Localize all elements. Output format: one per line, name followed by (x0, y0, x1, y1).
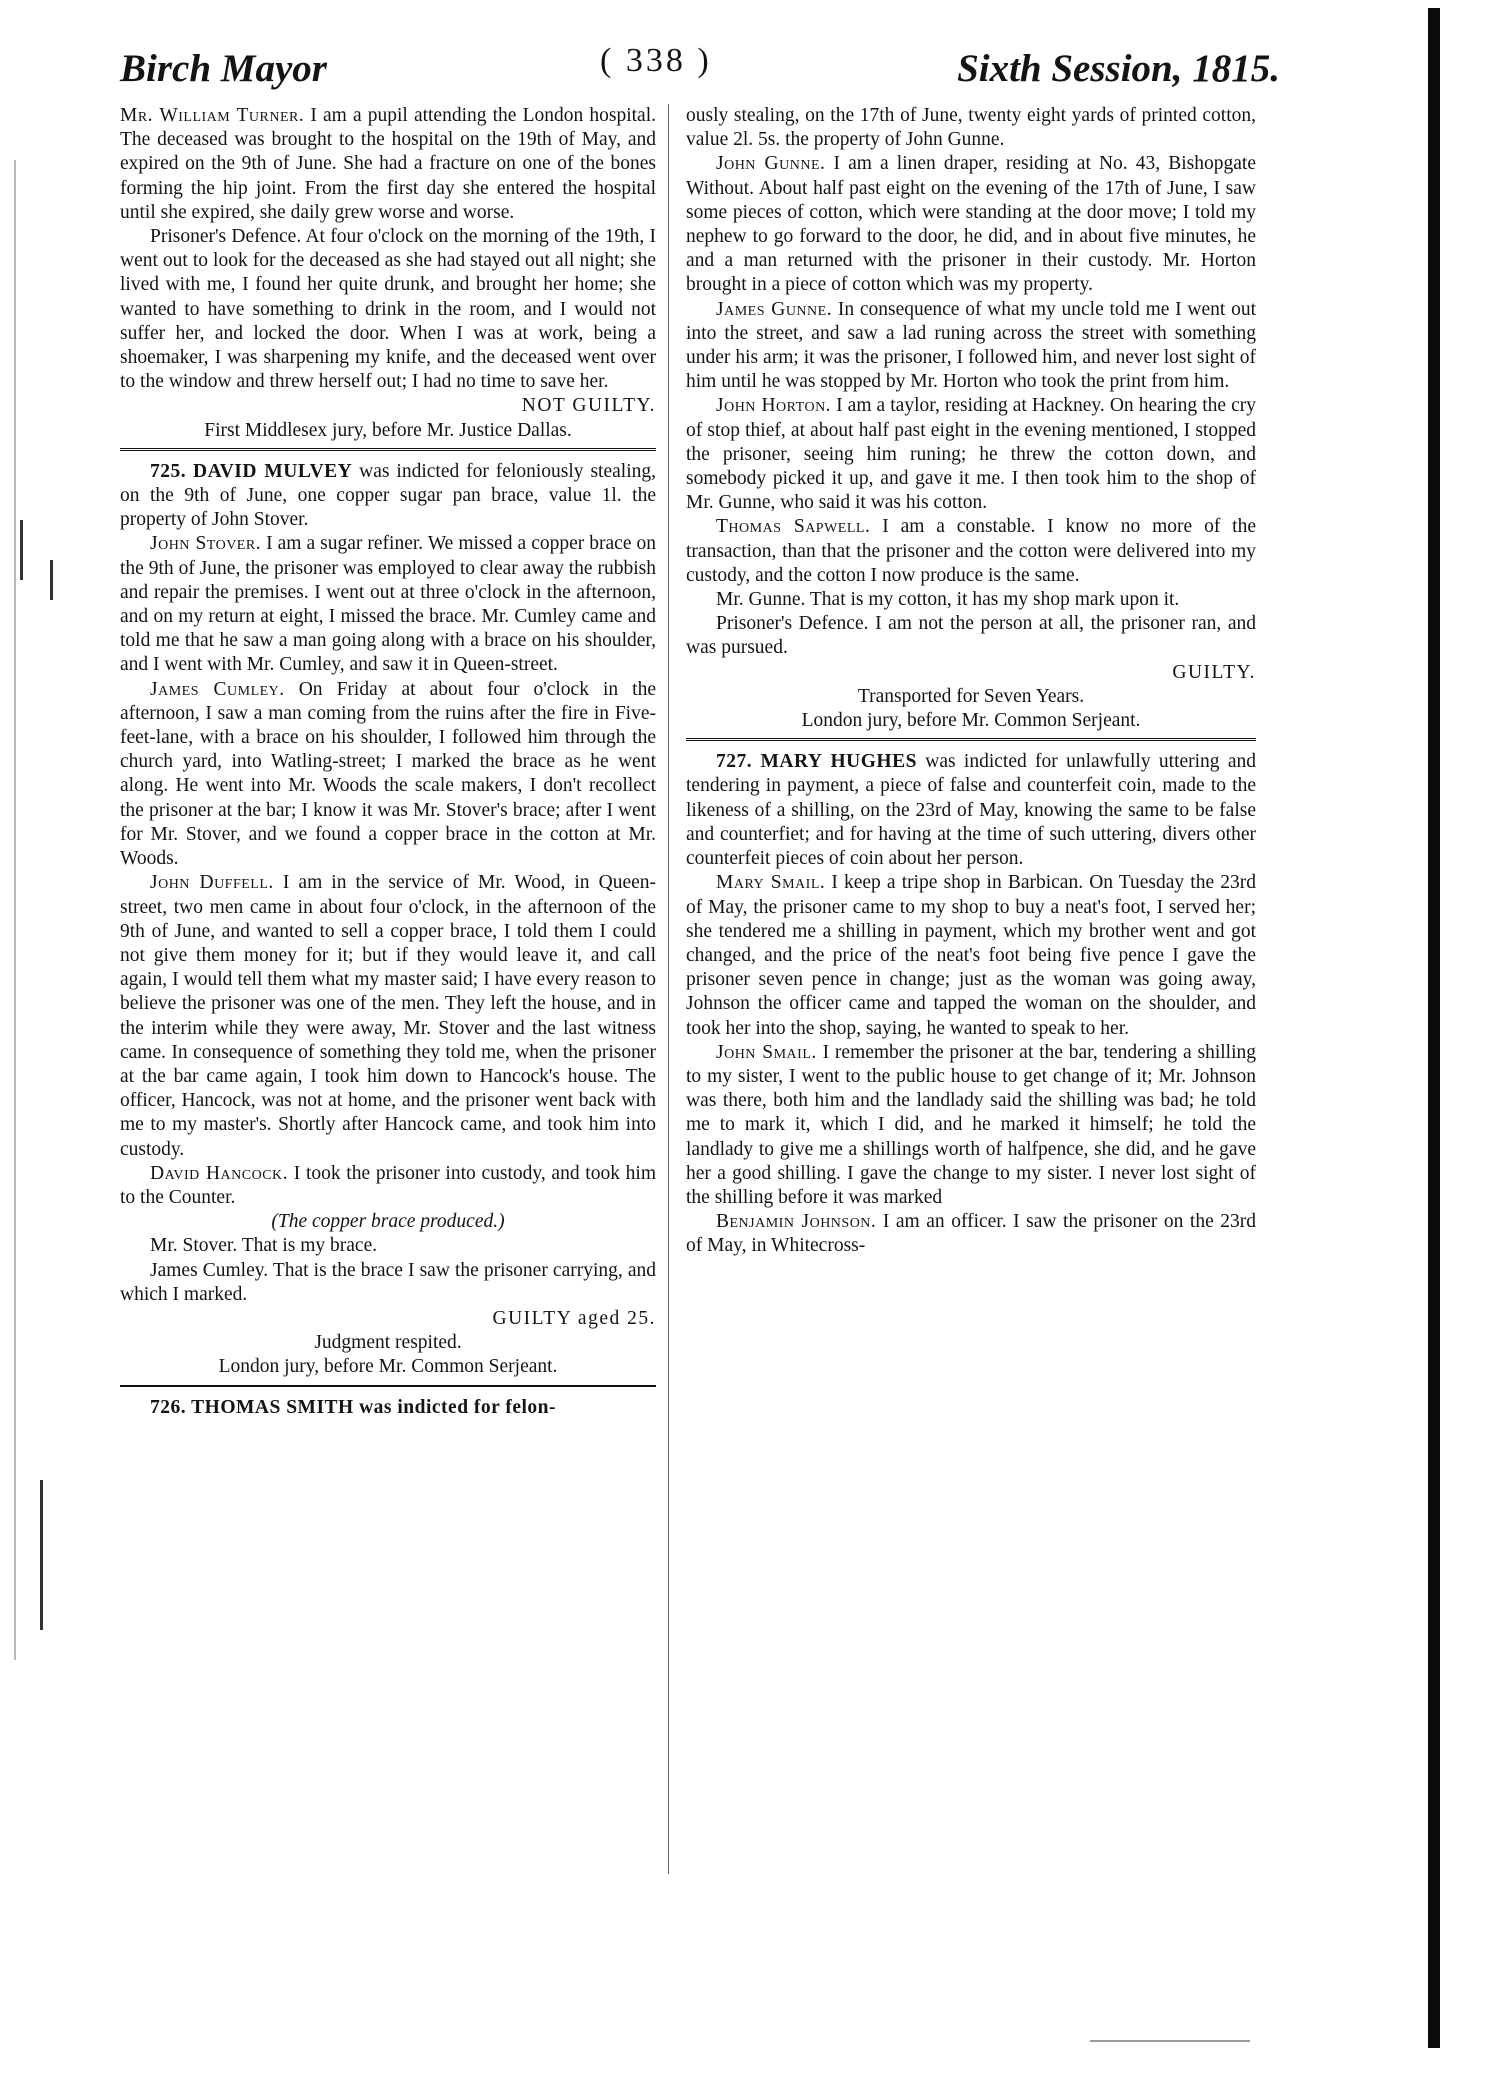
witness-name: John Gunne. (716, 153, 826, 175)
scan-edge-mark (40, 1480, 43, 1630)
scan-edge-mark (50, 560, 53, 600)
section-divider (686, 738, 1256, 741)
jury-line: London jury, before Mr. Common Serjeant. (218, 1356, 558, 1378)
header-session: Sixth Session, 1815. (957, 47, 1280, 90)
witness-name: John Horton. (716, 395, 832, 417)
defence-label: Prisoner's Defence. (150, 226, 302, 248)
paragraph-hancock-testimony (120, 1162, 656, 1210)
scan-edge-mark (20, 520, 23, 580)
case-726-indictment-continued: ously stealing, on the 17th of June, twenty eight yards of printed cotton, value 2l. 5s. the property of John Gunne. (686, 105, 1256, 151)
paragraph-gunne-testimony (686, 152, 1256, 297)
paragraph-prisoner-defence: Prisoner's Defence. I am not the person at all, the prisoner ran, and was pursued. (686, 613, 1256, 659)
scan-smudge (1090, 2040, 1250, 2042)
column-divider (668, 104, 669, 1874)
verdict: NOT GUILTY. (521, 395, 656, 417)
witness-name: Benjamin Johnson. (716, 1211, 877, 1233)
testimony-text: I am a constable. I know no more of the transaction, than that the prisoner and the cotton were delivered into my custody, and the cotton I now produce is the same. (686, 516, 1256, 586)
verdict: GUILTY aged 25. (492, 1307, 656, 1329)
witness-name: John Smail. (716, 1041, 817, 1063)
paragraph-horton-testimony (686, 394, 1256, 515)
case-725-indictment (120, 460, 656, 533)
indictment-text: was indicted for feloniously stealing, on the 9th of June, one copper sugar pan brace, value 1l. the property of John Stover. (120, 460, 656, 531)
section-divider (120, 448, 656, 451)
paragraph-sapwell-testimony (686, 515, 1256, 588)
testimony-text: I am a linen draper, residing at No. 43, Bishopgate Without. About half past eight on the evening of the 17th of June, I saw some pieces of cotton, which were standing at the door move; I told my nephew to go forward to the door, he did, and in about five minutes, he and a man returned with the prisoner in their custody. Mr. Horton brought in a piece of cotton which was my property. (686, 153, 1257, 296)
left-column (120, 104, 656, 1420)
section-divider (120, 1385, 656, 1387)
testimony-text: I took the prisoner into custody, and took him to the Counter. (120, 1162, 656, 1208)
testimony-text: I am in the service of Mr. Wood, in Queen-street, two men came in about four o'clock, in the afternoon of the 9th of June, and wanted to sell a copper brace, I told them I could not give them money for it; but if they would leave it, and call again, I would tell them what my master said; I have every reason to believe the prisoner was one of the men. They left the house, and in the interim while they were away, Mr. Stover and the last witness came. In consequence of something they told me, when the prisoner at the bar came again, I took him down to Hancock's house. The officer, Hancock, was not at home, and the prisoner went back with me to my master's. Shortly after Hancock came, and took him into custody. (120, 872, 657, 1160)
witness-name: Thomas Sapwell. (716, 516, 871, 538)
jury-line: London jury, before Mr. Common Serjeant. (801, 710, 1141, 732)
paragraph-mary-smail-testimony (686, 871, 1256, 1040)
defence-text: At four o'clock on the morning of the 19th, I went out to look for the deceased as she had stayed out all night; she lived with me, I found her quite drunk, and brought her home; she wanted to have something to drink in the room, and I would not suffer her, and locked the door. When I was at work, being a shoemaker, I was sharpening my knife, and the deceased went over to the window and threw herself out; I had no time to save her. (120, 226, 657, 393)
scan-edge-mark (14, 160, 16, 1660)
indictment-text: was indicted for unlawfully uttering and tendering in payment, a piece of false and counterfeit coin, made to the likeness of a shilling, on the 23rd of May, knowing the same to be false and counterfiet; and for having at the time of such uttering, divers other counterfeit pieces of coin about her person. (686, 751, 1257, 870)
testimony-text: I am a taylor, residing at Hackney. On hearing the cry of stop thief, at about half past eight in the evening mentioned, I stopped the prisoner, seeing him runing; he threw the cotton down, and somebody picked it up, and gave it me. I then took him to the shop of Mr. Gunne, who said it was his cotton. (686, 395, 1256, 514)
header-running-title: Birch Mayor (120, 47, 327, 90)
jury-line: First Middlesex jury, before Mr. Justice Dallas. (204, 419, 572, 441)
witness-name: John Duffell. (150, 872, 274, 894)
paragraph-stover-testimony (120, 532, 656, 677)
witness-name: Mary Smail. (716, 872, 826, 894)
testimony-text: I am a sugar refiner. We missed a copper brace on the 9th of June, the prisoner was employed to clear away the rubbish and repair the premises. I went out at three o'clock in the afternoon, and on my return at eight, I missed the brace. Mr. Cumley came and told me that he saw a man going along with a brace on his shoulder, and I went with Mr. Cumley, and saw it in Queen-street. (120, 533, 657, 676)
witness-name: James Gunne. (716, 298, 833, 320)
witness-name: David Hancock. (150, 1162, 289, 1184)
binding-edge-bar (1428, 8, 1440, 2048)
witness-name: John Stover. (150, 533, 262, 555)
testimony-text: I remember the prisoner at the bar, tendering a shilling to my sister, I went to the public house to get change of it; Mr. Johnson was there, both him and the landlady said the shilling was bad; he told me to mark it, which I did, and he marked it himself; he told the landlady to give me a shillings worth of halfpence, she did, and he gave her a good shilling. I gave the change to my sister. I never lost sight of the shilling before it was marked (686, 1041, 1257, 1208)
case-726-indictment-start: 726. THOMAS SMITH was indicted for felon- (150, 1396, 557, 1418)
paragraph-johnson-testimony (686, 1210, 1256, 1258)
page-header (120, 38, 1280, 94)
witness-name: Mr. William Turner. (120, 105, 305, 126)
paragraph-stover-identification: Mr. Stover. That is my brace. (150, 1235, 378, 1257)
paragraph-turner-testimony (120, 104, 656, 225)
stage-direction: (The copper brace produced.) (271, 1211, 505, 1233)
paragraph-cumley-testimony (120, 678, 656, 872)
witness-name: James Cumley. (150, 678, 285, 700)
case-number: 727. (716, 751, 753, 773)
testimony-text: On Friday at about four o'clock in the afternoon, I saw a man coming from the ruins after the fire in Five-feet-lane, with a brace on his shoulder, I followed him through the church yard, into Watling-street; I marked the brace as he went along. He went into Mr. Woods the scale makers, I don't recollect the prisoner at the bar; I know it was Mr. Stover's brace; after I went for Mr. Stover, and we found a copper brace in the cotton at Mr. Woods. (120, 678, 657, 870)
paragraph-cumley-identification: James Cumley. That is the brace I saw the prisoner carrying, and which I marked. (120, 1259, 656, 1305)
defendant-name: DAVID MULVEY (193, 460, 353, 482)
paragraph-gunne-identification: Mr. Gunne. That is my cotton, it has my shop mark upon it. (716, 589, 1180, 611)
paragraph-prisoner-defence (120, 225, 656, 394)
paragraph-james-gunne-testimony (686, 298, 1256, 395)
right-column (686, 104, 1256, 1259)
testimony-text: I keep a tripe shop in Barbican. On Tuesday the 23rd of May, the prisoner came to my shop to buy a neat's foot, I served her; she tendered me a shilling in payment, which my brother went and got changed, and the price of the neat's foot being five pence I gave the prisoner seven pence in change; just as the woman was going away, Johnson the officer came and tapped the woman on the shoulder, and took her into the shop, saying, he wanted to speak to her. (686, 872, 1256, 1039)
sentence-line: Transported for Seven Years. (857, 685, 1085, 707)
page-number: ( 338 ) (600, 42, 712, 79)
paragraph-john-smail-testimony (686, 1041, 1256, 1210)
case-727-indictment (686, 750, 1256, 871)
testimony-text: I am an officer. I saw the prisoner on the 23rd of May, in Whitecross- (686, 1211, 1257, 1257)
testimony-text: I am a pupil attending the London hospital. The deceased was brought to the hospital on the 19th of May, and expired on the 9th of June. She had a fracture on one of the bones forming the hip joint. From the first day she entered the hospital until she expired, she daily grew worse and worse. (120, 105, 656, 223)
testimony-text: In consequence of what my uncle told me I went out into the street, and saw a lad runing across the street with something under his arm; it was the prisoner, I followed him, and never lost sight of him until he was stopped by Mr. Horton who took the print from him. (686, 298, 1256, 393)
sentence-line: Judgment respited. (314, 1332, 462, 1354)
verdict: GUILTY. (1172, 661, 1256, 683)
paragraph-duffell-testimony (120, 871, 656, 1161)
defendant-name: MARY HUGHES (760, 751, 917, 773)
case-number: 725. (150, 460, 187, 482)
